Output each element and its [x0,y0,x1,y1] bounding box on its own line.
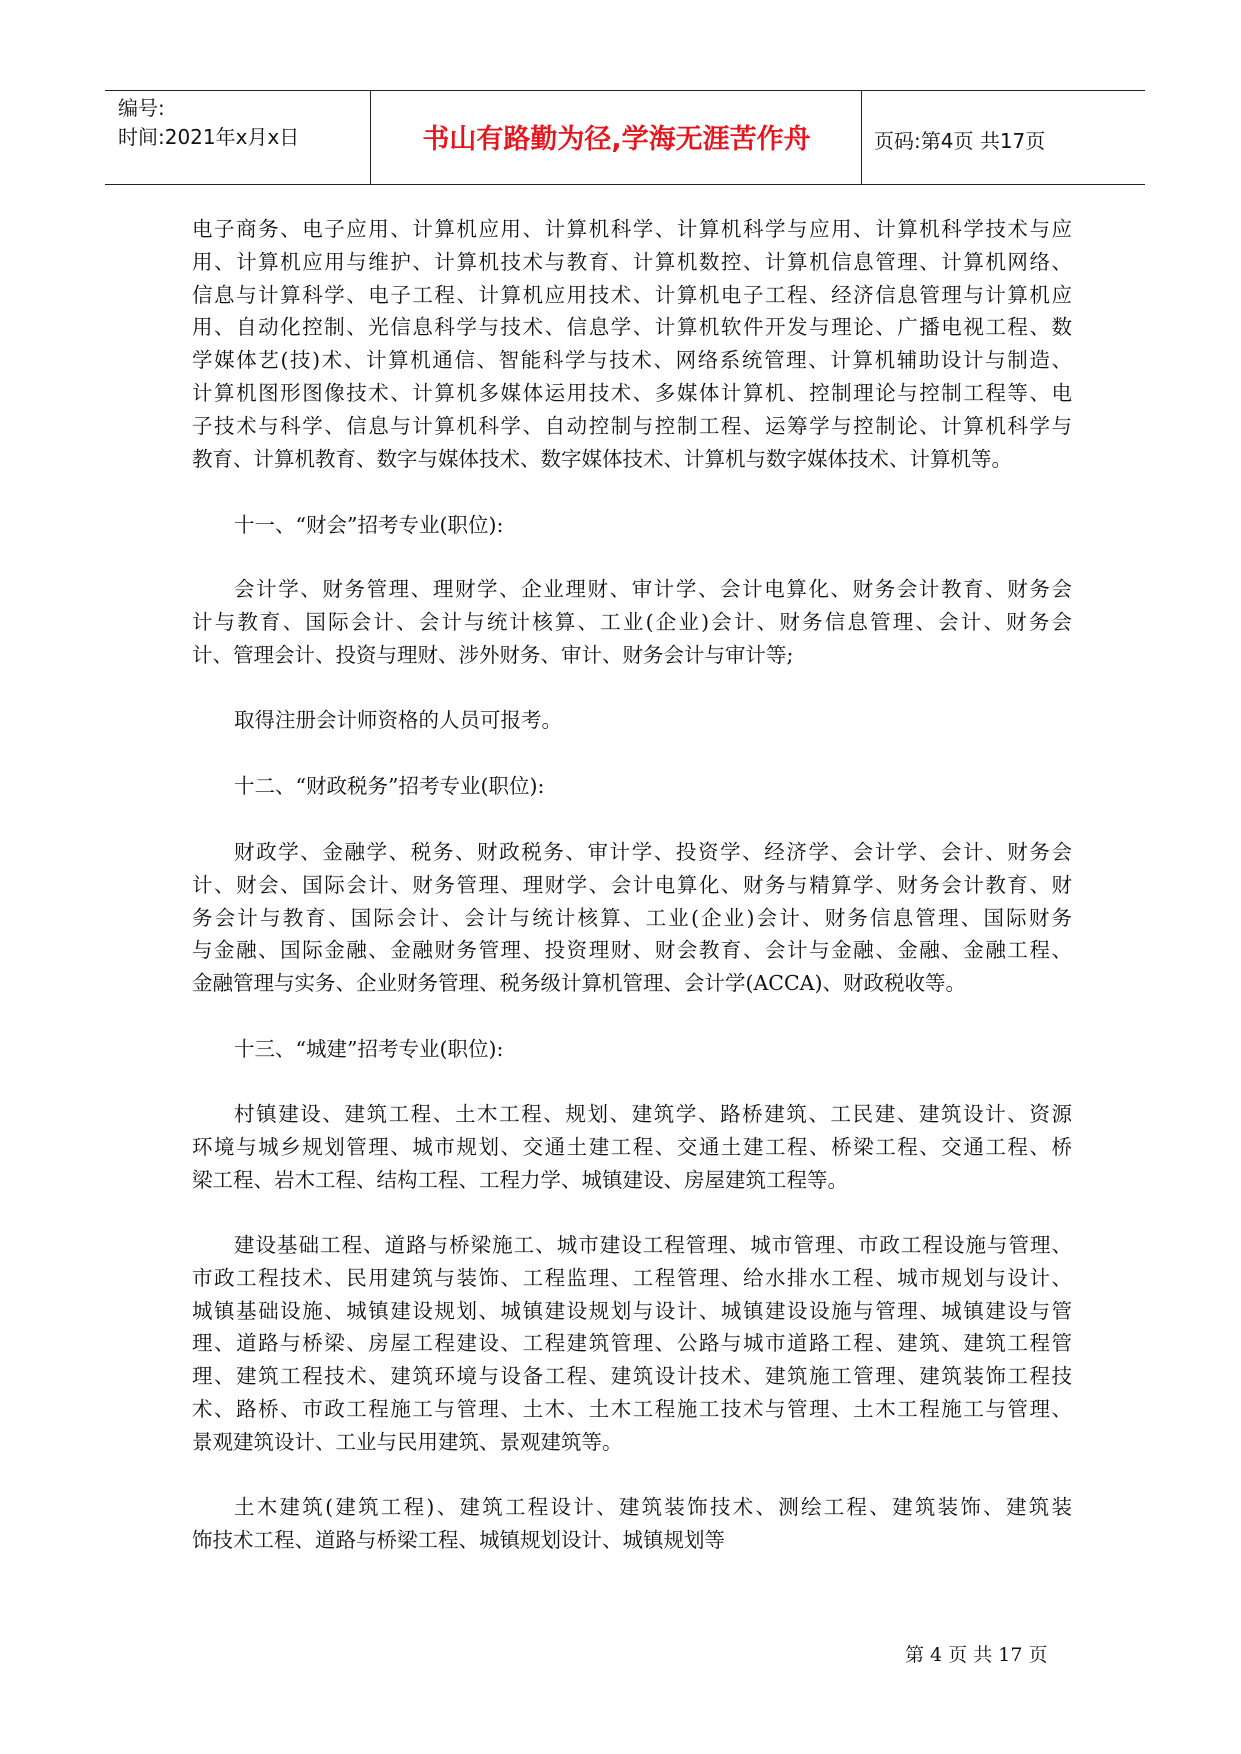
header-page-info: 页码:第4页 共17页 [874,129,1046,153]
text-line: 与金融、国际金融、金融财务管理、投资理财、财会教育、会计与金融、金融、金融工程、 [192,938,1072,963]
section-heading [192,509,1072,542]
text-line: 用、自动化控制、光信息科学与技术、信息学、计算机软件开发与理论、广播电视工程、数 [192,315,1072,340]
section-heading [192,770,1072,803]
paragraph [192,1229,1072,1459]
header-divider [861,90,862,184]
text-line: 教育、计算机教育、数字与媒体技术、数字媒体技术、计算机与数字媒体技术、计算机等。 [192,446,1012,471]
page-footer: 第 4 页 共 17 页 [905,1644,1048,1666]
text-line: 梁工程、岩木工程、结构工程、工程力学、城镇建设、房屋建筑工程等。 [192,1167,848,1192]
text-line: 理、道路与桥梁、房屋工程建设、工程建筑管理、公路与城市道路工程、建筑、建筑工程管 [192,1331,1072,1356]
text-line: 计、财会、国际会计、财务管理、理财学、会计电算化、财务与精算学、财务会计教育、财 [192,872,1072,897]
header-top-rule [105,90,1145,91]
text-line: 饰技术工程、道路与桥梁工程、城镇规划设计、城镇规划等 [192,1527,725,1552]
text-line: 术、路桥、市政工程施工与管理、土木、土木工程施工技术与管理、土木工程施工与管理、 [192,1396,1072,1421]
text-line: 金融管理与实务、企业财务管理、税务级计算机管理、会计学(ACCA)、财政税收等。 [192,971,966,996]
text-line: 会计学、财务管理、理财学、企业理财、审计学、会计电算化、财务会计教育、财务会 [234,577,1072,601]
text-line: 子技术与科学、信息与计算机科学、自动控制与控制工程、运筹学与控制论、计算机科学与 [192,413,1072,438]
text-line: 景观建筑设计、工业与民用建筑、景观建筑等。 [192,1429,623,1454]
document-time-label: 时间:2021年x月x日 [118,125,300,149]
text-line: 十三、“城建”招考专业(职位): [234,1037,504,1061]
text-line: 建设基础工程、道路与桥梁施工、城市建设工程管理、城市管理、市政工程设施与管理、 [234,1233,1072,1257]
text-line: 十一、“财会”招考专业(职位): [234,513,504,537]
text-line: 土木建筑(建筑工程)、建筑工程设计、建筑装饰技术、测绘工程、建筑装饰、建筑装 [234,1495,1072,1519]
text-line: 用、计算机应用与维护、计算机技术与教育、计算机数控、计算机信息管理、计算机网络、 [192,249,1072,274]
text-line: 环境与城乡规划管理、城市规划、交通土建工程、交通土建工程、桥梁工程、交通工程、桥 [192,1134,1072,1159]
text-line: 计算机图形图像技术、计算机多媒体运用技术、多媒体计算机、控制理论与控制工程等、电 [192,380,1072,405]
text-line: 取得注册会计师资格的人员可报考。 [234,708,562,732]
header-bottom-rule [105,184,1145,185]
text-line: 务会计与教育、国际会计、会计与统计核算、工业(企业)会计、财务信息管理、国际财务 [192,905,1072,930]
text-line: 十二、“财政税务”招考专业(职位): [234,774,545,798]
paragraph [192,573,1072,671]
section-heading [192,1033,1072,1066]
text-line: 计与教育、国际会计、会计与统计核算、工业(企业)会计、财务信息管理、会计、财务会 [192,609,1072,634]
header-motto: 书山有路勤为径,学海无涯苦作舟 [422,124,811,155]
header-divider [370,90,371,184]
paragraph [192,213,1072,475]
text-line: 理、建筑工程技术、建筑环境与设备工程、建筑设计技术、建筑施工管理、建筑装饰工程技 [192,1364,1072,1389]
text-line: 计、管理会计、投资与理财、涉外财务、审计、财务会计与审计等; [192,642,794,667]
text-line: 村镇建设、建筑工程、土木工程、规划、建筑学、路桥建筑、工民建、建筑设计、资源 [234,1102,1072,1126]
paragraph [192,836,1072,1000]
text-line: 财政学、金融学、税务、财政税务、审计学、投资学、经济学、会计学、会计、财务会 [234,840,1072,864]
text-line: 信息与计算科学、电子工程、计算机应用技术、计算机电子工程、经济信息管理与计算机应 [192,282,1072,307]
paragraph [192,1098,1072,1196]
text-line: 学媒体艺(技)术、计算机通信、智能科学与技术、网络系统管理、计算机辅助设计与制造、 [192,348,1072,373]
paragraph [192,704,1072,737]
text-line: 市政工程技术、民用建筑与装饰、工程监理、工程管理、给水排水工程、城市规划与设计、 [192,1265,1072,1290]
document-number-label: 编号: [118,96,165,120]
paragraph [192,1491,1072,1557]
text-line: 城镇基础设施、城镇建设规划、城镇建设规划与设计、城镇建设设施与管理、城镇建设与管 [192,1298,1072,1323]
text-line: 电子商务、电子应用、计算机应用、计算机科学、计算机科学与应用、计算机科学技术与应 [192,217,1072,241]
